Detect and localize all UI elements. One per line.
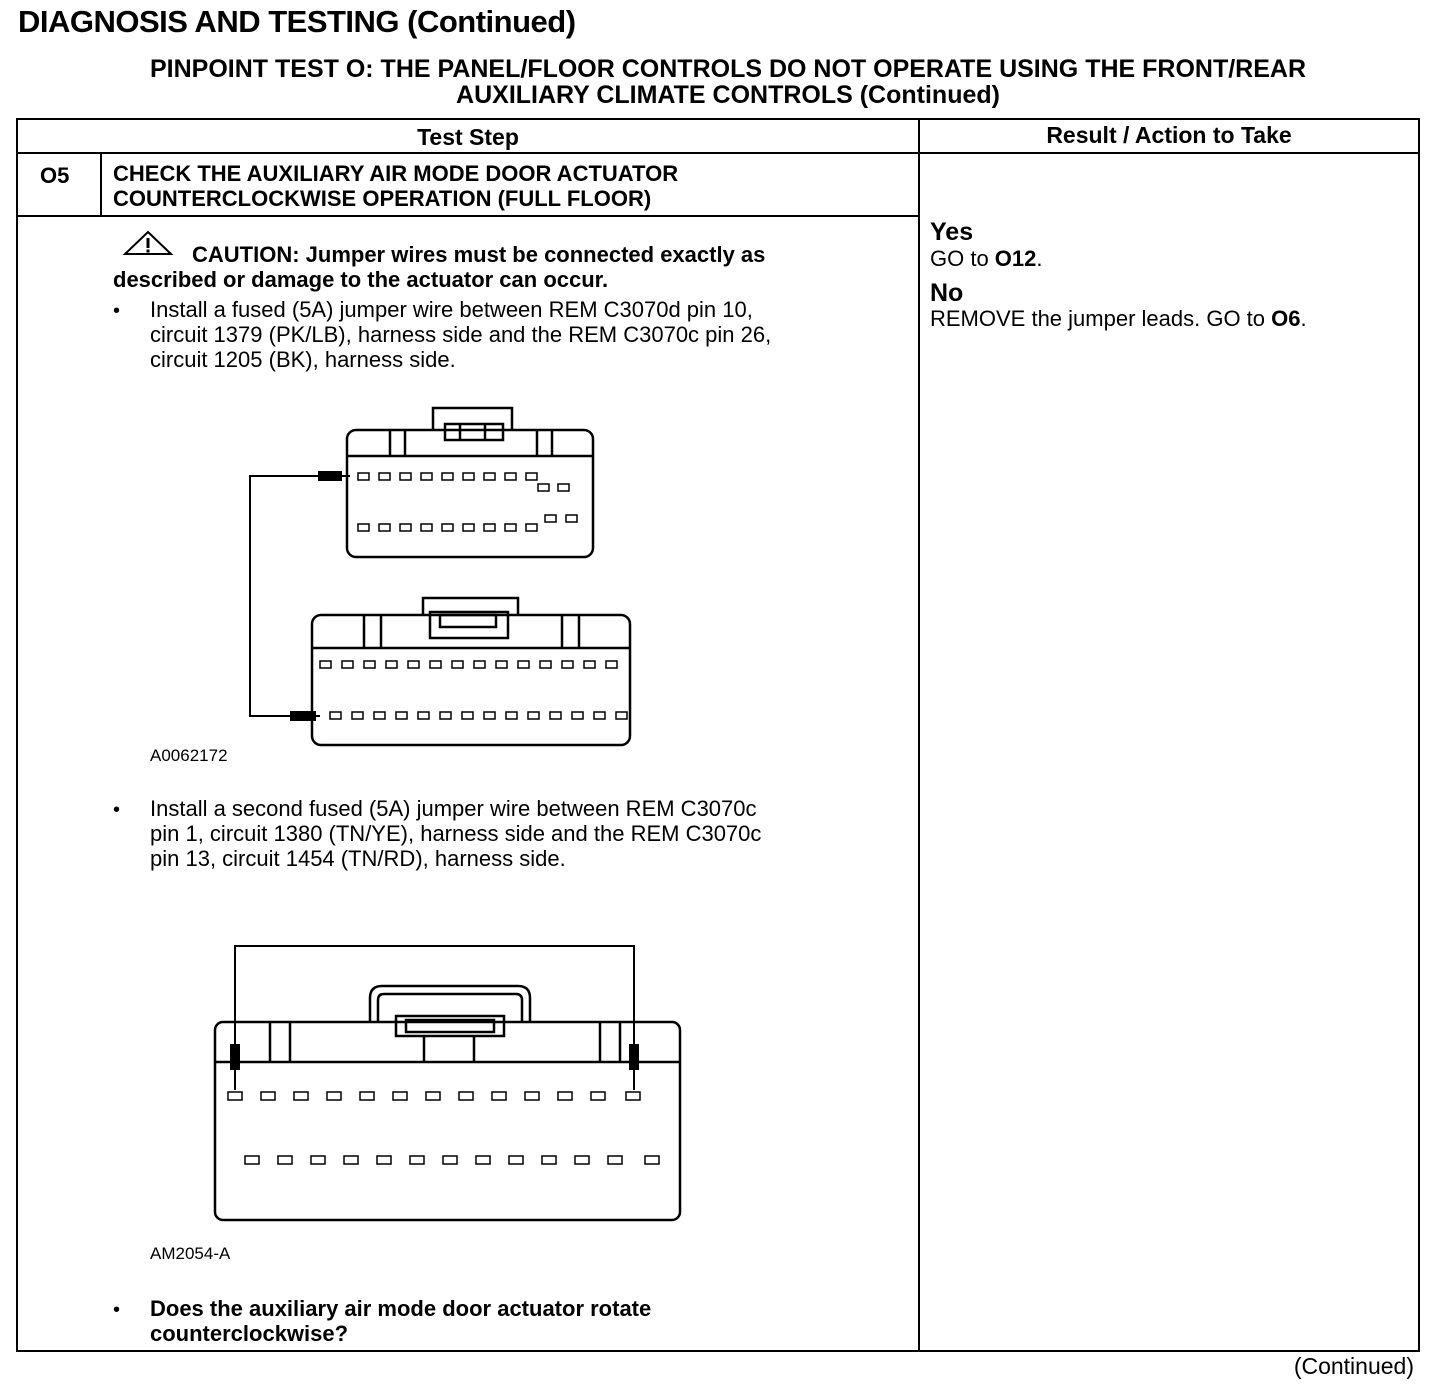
table-header-divider — [16, 152, 1420, 154]
document-title: DIAGNOSIS AND TESTING (Continued) — [18, 4, 576, 39]
table-top-border — [16, 118, 1420, 120]
caution-line2: described or damage to the actuator can occur. — [113, 267, 609, 292]
step-id: O5 — [40, 163, 70, 188]
bullet-dot: • — [113, 799, 121, 821]
table-column-divider — [918, 118, 920, 1352]
table-bottom-border — [16, 1350, 1420, 1352]
header-result-action: Result / Action to Take — [1046, 122, 1292, 148]
bullet1-line3: circuit 1205 (BK), harness side. — [150, 347, 456, 372]
pinpoint-test-title-line1: PINPOINT TEST O: THE PANEL/FLOOR CONTROLS DO NOT OPERATE USING THE FRONT/REAR — [149, 55, 1307, 83]
bullet1-line2: circuit 1379 (PK/LB), harness side and the REM C3070c pin 26, — [150, 322, 772, 347]
connector-diagram-figure-1 — [240, 400, 640, 750]
caution-line1: CAUTION: Jumper wires must be connected exactly as — [192, 242, 766, 267]
bullet-dot: • — [113, 300, 121, 322]
bullet-dot: • — [113, 1299, 121, 1321]
no-action-target: O6 — [1271, 306, 1301, 331]
table-left-border — [16, 118, 18, 1352]
result-yes-action — [930, 246, 1043, 271]
question-text — [150, 1296, 651, 1346]
bullet2-line3: pin 13, circuit 1454 (TN/RD), harness side. — [150, 846, 566, 871]
figure1-label: A0062172 — [150, 746, 228, 765]
result-no-action — [930, 306, 1307, 331]
warning-triangle-icon — [123, 230, 173, 256]
no-action-suffix: . — [1300, 306, 1307, 331]
step-title-line1: CHECK THE AUXILIARY AIR MODE DOOR ACTUATOR — [113, 161, 679, 186]
step-id-divider — [100, 152, 102, 216]
table-right-border — [1418, 118, 1420, 1352]
step-title-divider — [16, 215, 920, 217]
pinpoint-test-title-line2: AUXILIARY CLIMATE CONTROLS (Continued) — [456, 81, 1000, 109]
header-test-step: Test Step — [417, 124, 519, 150]
yes-action-suffix: . — [1036, 246, 1043, 271]
yes-action-target: O12 — [994, 246, 1037, 271]
bullet2-text — [150, 796, 761, 871]
yes-action-text: GO to — [930, 246, 995, 271]
figure2-label: AM2054-A — [150, 1244, 231, 1263]
bullet1-line1: Install a fused (5A) jumper wire between REM C3070d pin 10, — [150, 297, 753, 322]
bullet1-text — [150, 297, 771, 372]
result-yes-label: Yes — [930, 218, 974, 246]
result-no-label: No — [930, 279, 964, 307]
continued-footer: (Continued) — [1293, 1353, 1414, 1379]
step-title-line2: COUNTERCLOCKWISE OPERATION (FULL FLOOR) — [113, 186, 652, 211]
bullet2-line1: Install a second fused (5A) jumper wire between REM C3070c — [150, 796, 757, 821]
bullet2-line2: pin 1, circuit 1380 (TN/YE), harness side and the REM C3070c — [150, 821, 762, 846]
no-action-text: REMOVE the jumper leads. GO to — [930, 306, 1272, 331]
step-title — [113, 161, 678, 211]
question-line2: counterclockwise? — [150, 1321, 349, 1346]
connector-diagram-figure-2 — [210, 940, 690, 1225]
question-line1: Does the auxiliary air mode door actuator rotate — [150, 1296, 652, 1321]
